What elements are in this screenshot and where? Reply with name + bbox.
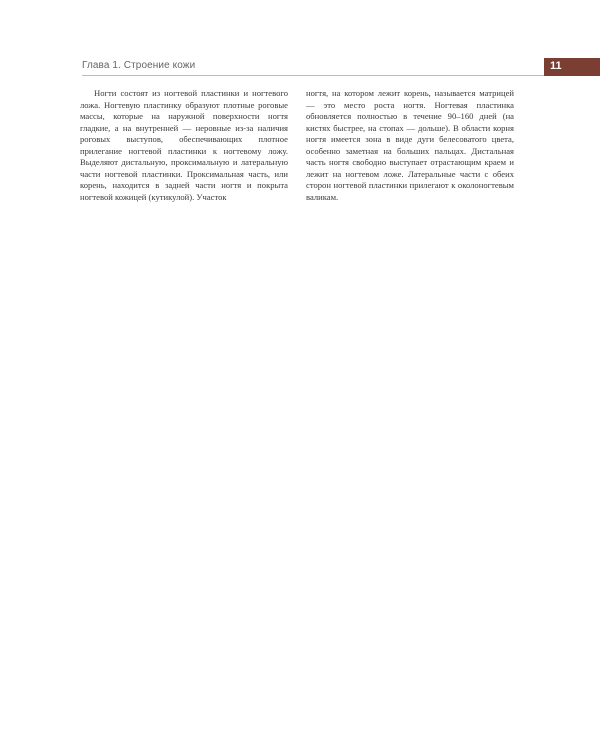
- right-column-text: ногтя, на котором лежит корень, называется матрицей — это место роста ногтя. Ногтевая пластинка обновляется полностью в течение 90–160 дней (на кистях быстрее, на стопах — дольше). В области корня ногтя имеется зона в виде дуги белесоватого цвета, особенно заметная на больших пальцах. Дистальная часть ногтя свободно выступает отрастающим краем и лежит на ногтевом ложе. Латеральные части с обеих сторон ногтевой пластинки прилегают к околоногтевым валикам.: [306, 88, 514, 202]
- right-column: [306, 88, 514, 203]
- left-column-text: Ногти состоят из ногтевой пластинки и ногтевого ложа. Ногтевую пластинку образуют плотные роговые массы, которые на наружной поверхности ногтя гладкие, а на внутренней — неровные из-за наличия роговых выступов, обеспечивающих плотное прилегание ногтевой пластинки к ногтевому ложу. Выделяют дистальную, проксимальную и латеральную части ногтевой пластинки. Проксимальная часть, или корень, находится в задней части ногтя и покрыта ногтевой кожицей (кутикулой). Участок: [80, 88, 288, 202]
- page-number-box: [544, 58, 600, 76]
- chapter-title: Глава 1. Строение кожи: [82, 60, 196, 71]
- running-header: [82, 58, 570, 76]
- page-number: 11: [550, 60, 562, 72]
- left-column: [80, 88, 288, 203]
- header-rule: [82, 75, 570, 76]
